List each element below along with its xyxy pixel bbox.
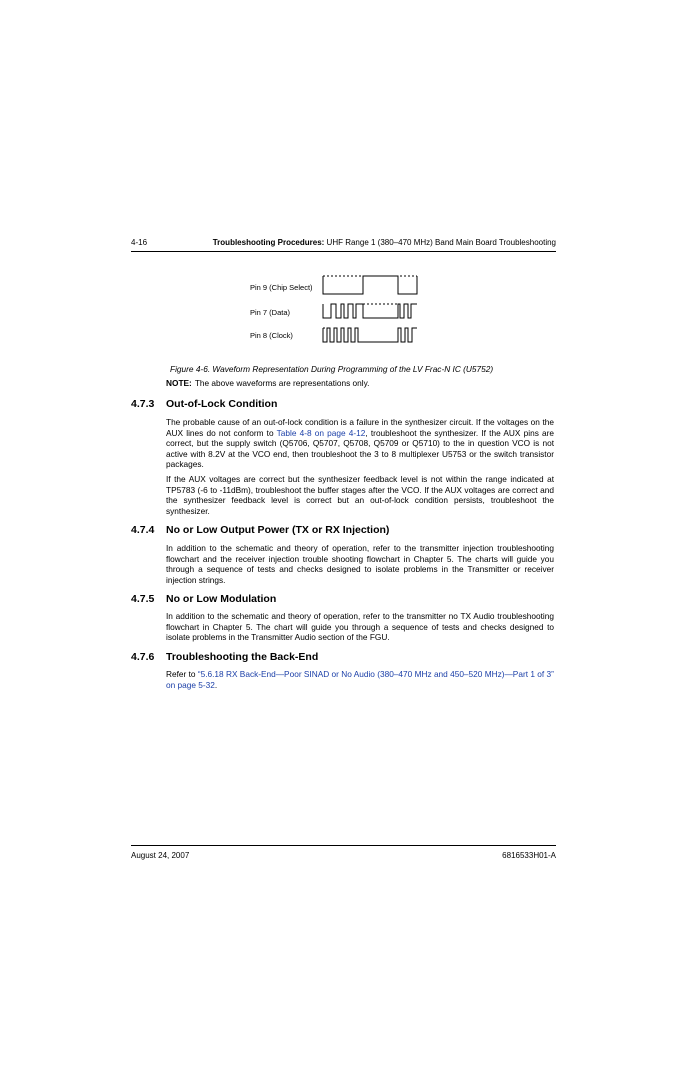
waveform-figure	[250, 272, 430, 352]
signal-label-clock: Pin 8 (Clock)	[250, 331, 293, 340]
waveform-diagram	[320, 272, 426, 346]
section-title-out-of-lock: Out-of-Lock Condition	[166, 398, 278, 410]
section-title-modulation: No or Low Modulation	[166, 593, 277, 605]
paragraph-text: .	[214, 679, 218, 690]
footer-doc-id: 6816533H01-A	[502, 851, 556, 860]
running-title	[213, 238, 556, 248]
section-5-6-18-link[interactable]: “5.6.18 RX Back-End—Poor SINAD or No Audio (380–470 MHz and 450–520 MHz)—Part 1 of 3” on page 5-32	[166, 669, 554, 690]
paragraph-text: Refer to	[166, 669, 198, 679]
section-title-output-power: No or Low Output Power (TX or RX Injection)	[166, 524, 390, 536]
signal-label-chip-select: Pin 9 (Chip Select)	[250, 283, 313, 292]
section-title-back-end: Troubleshooting the Back-End	[166, 651, 319, 663]
paragraph-out-of-lock-1	[166, 417, 554, 470]
running-title-bold: Troubleshooting Procedures:	[212, 238, 325, 247]
figure-caption: Figure 4-6. Waveform Representation During Programming of the LV Frac-N IC (U5752)	[170, 364, 494, 374]
section-number-4-7-5: 4.7.5	[131, 593, 155, 605]
page-number: 4-16	[131, 238, 148, 247]
section-number-4-7-4: 4.7.4	[131, 524, 155, 536]
clock-waveform	[323, 328, 417, 342]
section-number-4-7-6: 4.7.6	[131, 651, 155, 663]
chip-select-waveform	[323, 276, 417, 294]
note-label: NOTE:	[166, 378, 192, 388]
running-title-rest: UHF Range 1 (380–470 MHz) Band Main Board Troubleshooting	[324, 238, 556, 247]
figure-note	[166, 378, 369, 388]
note-text: The above waveforms are representations only.	[194, 378, 370, 388]
header-rule	[131, 251, 556, 252]
paragraph-text: , troubleshoot the synthesizer. If the AUX pins are correct, but the supply switch (Q5706, Q5707, Q5708, Q5709 or Q5710) to the in question VCO is not active with 8.2V at the VCO end, then troubleshoot the 3 to 8 multiplexer U5753 or the switch transistor packages.	[166, 427, 554, 469]
signal-label-data: Pin 7 (Data)	[250, 308, 291, 317]
footer-date: August 24, 2007	[131, 851, 190, 860]
paragraph-back-end	[166, 669, 554, 690]
paragraph-modulation: In addition to the schematic and theory of operation, refer to the transmitter no TX Audio troubleshooting flowchart in Chapter 5. The chart will guide you through a sequence of tests and checks designed to isolate problems in the Transmitter Audio section of the FGU.	[166, 611, 554, 642]
data-waveform	[323, 304, 417, 318]
section-number-4-7-3: 4.7.3	[131, 398, 155, 410]
paragraph-out-of-lock-2: If the AUX voltages are correct but the synthesizer feedback level is not within the range indicated at TP5783 (-6 to -11dBm), troubleshoot the buffer stages after the VCO. If the AUX voltages are correct and the synthesizer feedback level is correct but an out-of-lock condition persists, troubleshoot the synthesizer.	[166, 474, 554, 516]
paragraph-text: The probable cause of an out-of-lock condition is a failure in the synthesizer circuit. If the voltages on the AUX lines do not conform to	[166, 417, 554, 438]
footer-rule	[131, 845, 556, 846]
paragraph-output-power: In addition to the schematic and theory of operation, refer to the transmitter injection troubleshooting flowchart and the receiver injection trouble shooting flowchart in Chapter 5. The charts will guide you through a sequence of tests and checks designed to isolate problems in the Transmitter or receiver injection strings.	[166, 543, 554, 585]
table-4-8-link[interactable]: Table 4-8 on page 4-12	[276, 427, 366, 438]
